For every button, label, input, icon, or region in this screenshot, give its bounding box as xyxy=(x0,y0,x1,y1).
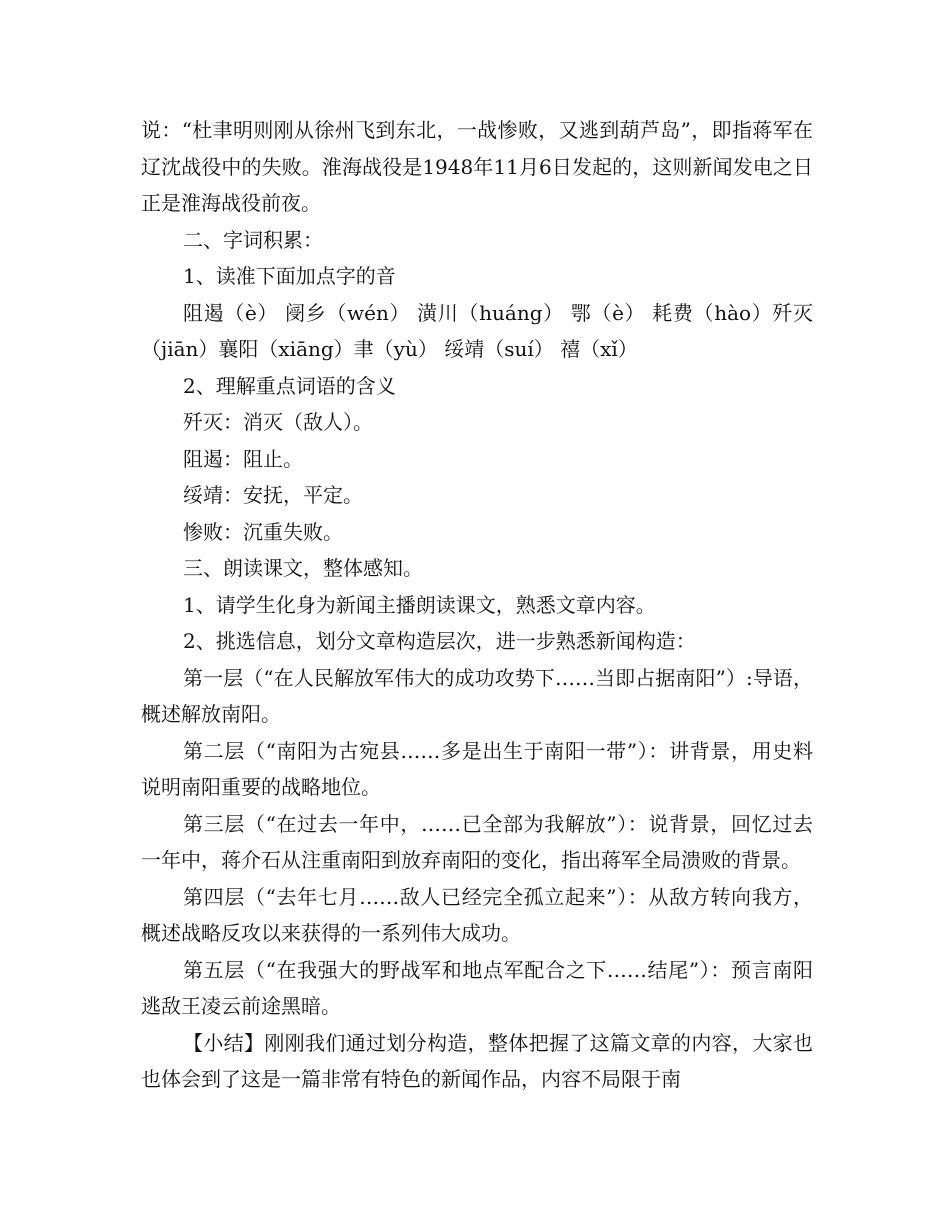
paragraph: 2、挑选信息，划分文章构造层次，进一步熟悉新闻构造： xyxy=(183,629,696,653)
pronunciation-list: 阻遏（è） 阌乡（wén） 潢川（huáng） 鄂（è） 耗费（hào）歼灭（jiān）襄阳（xiāng）聿（yù） 绥靖（suí） 禧（xǐ） xyxy=(141,300,813,361)
summary-paragraph: 【小结】刚刚我们通过划分构造，整体把握了这篇文章的内容，大家也也体会到了这是一篇非常有特色的新闻作品，内容不局限于南 xyxy=(141,1030,813,1091)
structure-layer: 第二层（“南阳为古宛县……多是出生于南阳一带”）：讲背景，用史料说明南阳重要的战略地位。 xyxy=(141,738,813,799)
subsection-heading: 2、理解重点词语的含义 xyxy=(183,373,396,398)
document-body xyxy=(141,112,813,1098)
definition-item: 绥靖：安抚，平定。 xyxy=(183,483,363,507)
structure-layer: 第一层（“在人民解放军伟大的成功攻势下……当即占据南阳”）:导语，概述解放南阳。 xyxy=(141,665,813,726)
section-heading: 二、字词积累： xyxy=(183,227,323,252)
definition-item: 阻遏：阻止。 xyxy=(183,446,303,471)
definition-item: 惨败：沉重失败。 xyxy=(183,519,343,544)
section-heading: 三、朗读课文，整体感知。 xyxy=(183,556,423,580)
paragraph: 说：“杜聿明则刚从徐州飞到东北，一战惨败，又逃到葫芦岛”，即指蒋军在辽沈战役中的失败。淮海战役是1948年11月6日发起的，这则新闻发电之日正是淮海战役前夜。 xyxy=(141,118,813,215)
subsection-heading: 1、读准下面加点字的音 xyxy=(183,264,396,288)
structure-layer: 第四层（“去年七月……敌人已经完全孤立起来”）：从敌方转向我方，概述战略反攻以来获得的一系列伟大成功。 xyxy=(141,884,813,945)
definition-item: 歼灭：消灭（敌人）。 xyxy=(183,410,373,434)
paragraph: 1、请学生化身为新闻主播朗读课文，熟悉文章内容。 xyxy=(183,592,656,617)
structure-layer: 第五层（“在我强大的野战军和地点军配合之下……结尾”）：预言南阳逃敌王凌云前途黑暗。 xyxy=(141,957,813,1018)
structure-layer: 第三层（“在过去一年中，……已全部为我解放”）：说背景，回忆过去一年中，蒋介石从注重南阳到放弃南阳的变化，指出蒋军全局溃败的背景。 xyxy=(141,811,813,872)
